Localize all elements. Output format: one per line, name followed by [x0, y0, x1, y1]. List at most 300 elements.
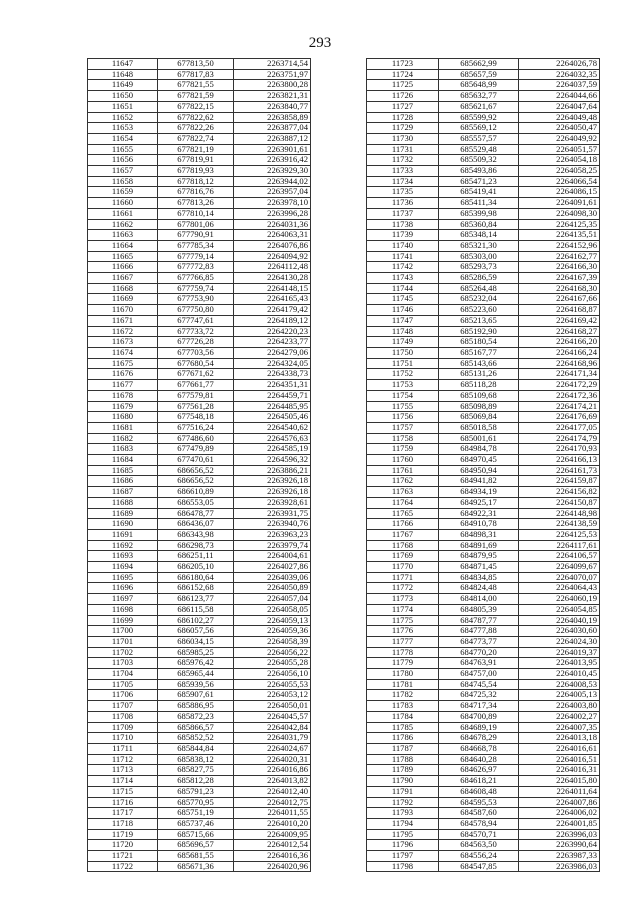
table-row	[367, 519, 600, 530]
y-coordinate-cell: 2264010,45	[519, 669, 600, 680]
table-row	[367, 347, 600, 358]
y-coordinate-cell: 2264485,95	[234, 401, 311, 412]
y-coordinate-cell: 2264168,30	[519, 283, 600, 294]
y-coordinate-cell: 2264076,86	[234, 240, 311, 251]
x-coordinate-cell: 677821,19	[158, 144, 234, 155]
point-number-cell: 11753	[367, 380, 439, 391]
x-coordinate-cell: 684745,54	[439, 679, 519, 690]
point-number-cell: 11722	[88, 861, 158, 872]
y-coordinate-cell: 2264166,20	[519, 337, 600, 348]
point-number-cell: 11751	[367, 358, 439, 369]
point-number-cell: 11663	[88, 230, 158, 241]
y-coordinate-cell: 2264012,54	[234, 840, 311, 851]
y-coordinate-cell: 2263957,04	[234, 187, 311, 198]
point-number-cell: 11762	[367, 476, 439, 487]
page-number: 293	[308, 35, 332, 51]
y-coordinate-cell: 2263901,61	[234, 144, 311, 155]
y-coordinate-cell: 2264148,15	[234, 283, 311, 294]
table-row	[367, 818, 600, 829]
point-number-cell: 11664	[88, 240, 158, 251]
table-row	[367, 369, 600, 380]
point-number-cell: 11723	[367, 59, 439, 70]
y-coordinate-cell: 2264027,86	[234, 562, 311, 573]
y-coordinate-cell: 2264037,59	[519, 80, 600, 91]
table-row	[88, 444, 311, 455]
x-coordinate-cell: 677671,62	[158, 369, 234, 380]
table-row	[88, 166, 311, 177]
point-number-cell: 11782	[367, 690, 439, 701]
table-row	[88, 669, 311, 680]
x-coordinate-cell: 685360,84	[439, 219, 519, 230]
point-number-cell: 11795	[367, 829, 439, 840]
x-coordinate-cell: 684910,78	[439, 519, 519, 530]
y-coordinate-cell: 2264012,40	[234, 786, 311, 797]
x-coordinate-cell: 684922,31	[439, 508, 519, 519]
y-coordinate-cell: 2263877,04	[234, 123, 311, 134]
table-row	[88, 176, 311, 187]
y-coordinate-cell: 2264003,80	[519, 701, 600, 712]
table-row	[88, 219, 311, 230]
point-number-cell: 11734	[367, 176, 439, 187]
point-number-cell: 11714	[88, 776, 158, 787]
table-row	[367, 433, 600, 444]
table-row	[367, 733, 600, 744]
point-number-cell: 11758	[367, 433, 439, 444]
table-row	[367, 144, 600, 155]
table-row	[88, 59, 311, 70]
table-row	[88, 754, 311, 765]
table-row	[367, 337, 600, 348]
point-number-cell: 11730	[367, 133, 439, 144]
table-row	[88, 390, 311, 401]
table-row	[88, 433, 311, 444]
table-row	[88, 305, 311, 316]
table-row	[88, 251, 311, 262]
y-coordinate-cell: 2264125,53	[519, 529, 600, 540]
point-number-cell: 11750	[367, 347, 439, 358]
table-row	[88, 80, 311, 91]
point-number-cell: 11656	[88, 155, 158, 166]
point-number-cell: 11683	[88, 444, 158, 455]
table-row	[88, 604, 311, 615]
point-number-cell: 11655	[88, 144, 158, 155]
y-coordinate-cell: 2264016,86	[234, 765, 311, 776]
y-coordinate-cell: 2264166,13	[519, 455, 600, 466]
x-coordinate-cell: 684563,50	[439, 840, 519, 851]
y-coordinate-cell: 2264064,43	[519, 583, 600, 594]
y-coordinate-cell: 2264169,42	[519, 315, 600, 326]
x-coordinate-cell: 677579,81	[158, 390, 234, 401]
point-number-cell: 11727	[367, 101, 439, 112]
table-row	[367, 455, 600, 466]
table-row	[88, 679, 311, 690]
x-coordinate-cell: 684725,32	[439, 690, 519, 701]
point-number-cell: 11759	[367, 444, 439, 455]
table-row	[367, 615, 600, 626]
point-number-cell: 11745	[367, 294, 439, 305]
point-number-cell: 11681	[88, 422, 158, 433]
y-coordinate-cell: 2264026,78	[519, 59, 600, 70]
table-row	[88, 112, 311, 123]
point-number-cell: 11717	[88, 808, 158, 819]
table-row	[367, 101, 600, 112]
x-coordinate-cell: 684834,85	[439, 572, 519, 583]
table-row	[88, 273, 311, 284]
table-row	[367, 176, 600, 187]
y-coordinate-cell: 2263926,18	[234, 476, 311, 487]
y-coordinate-cell: 2264505,46	[234, 412, 311, 423]
x-coordinate-cell: 677561,28	[158, 401, 234, 412]
table-row	[367, 390, 600, 401]
table-row	[88, 840, 311, 851]
point-number-cell: 11760	[367, 455, 439, 466]
point-number-cell: 11749	[367, 337, 439, 348]
y-coordinate-cell: 2263987,33	[519, 851, 600, 862]
point-number-cell: 11788	[367, 754, 439, 765]
x-coordinate-cell: 685791,23	[158, 786, 234, 797]
x-coordinate-cell: 684970,45	[439, 455, 519, 466]
y-coordinate-cell: 2264055,28	[234, 658, 311, 669]
point-number-cell: 11725	[367, 80, 439, 91]
table-row	[367, 583, 600, 594]
table-row	[367, 861, 600, 872]
point-number-cell: 11754	[367, 390, 439, 401]
x-coordinate-cell: 677750,80	[158, 305, 234, 316]
y-coordinate-cell: 2264066,54	[519, 176, 600, 187]
point-number-cell: 11796	[367, 840, 439, 851]
table-row	[88, 347, 311, 358]
table-row	[367, 219, 600, 230]
y-coordinate-cell: 2263986,03	[519, 861, 600, 872]
table-row	[367, 283, 600, 294]
table-row	[367, 208, 600, 219]
y-coordinate-cell: 2263800,28	[234, 80, 311, 91]
y-coordinate-cell: 2264162,77	[519, 251, 600, 262]
x-coordinate-cell: 684770,20	[439, 647, 519, 658]
table-row	[88, 144, 311, 155]
point-number-cell: 11767	[367, 529, 439, 540]
x-coordinate-cell: 684941,82	[439, 476, 519, 487]
table-row	[367, 722, 600, 733]
table-row	[88, 487, 311, 498]
table-row	[367, 69, 600, 80]
x-coordinate-cell: 684773,77	[439, 636, 519, 647]
table-row	[367, 380, 600, 391]
x-coordinate-cell: 677822,62	[158, 112, 234, 123]
point-number-cell: 11747	[367, 315, 439, 326]
table-row	[367, 754, 600, 765]
point-number-cell: 11688	[88, 497, 158, 508]
point-number-cell: 11790	[367, 776, 439, 787]
table-row	[367, 123, 600, 134]
table-row	[367, 562, 600, 573]
y-coordinate-cell: 2264152,96	[519, 240, 600, 251]
point-number-cell: 11777	[367, 636, 439, 647]
x-coordinate-cell: 686656,52	[158, 476, 234, 487]
y-coordinate-cell: 2263928,61	[234, 497, 311, 508]
table-row	[88, 283, 311, 294]
y-coordinate-cell: 2264007,86	[519, 797, 600, 808]
table-row	[367, 465, 600, 476]
table-row	[88, 594, 311, 605]
table-row	[367, 444, 600, 455]
table-row	[88, 583, 311, 594]
table-row	[88, 808, 311, 819]
y-coordinate-cell: 2264030,60	[519, 626, 600, 637]
point-number-cell: 11733	[367, 166, 439, 177]
x-coordinate-cell: 677813,26	[158, 198, 234, 209]
point-number-cell: 11738	[367, 219, 439, 230]
point-number-cell: 11781	[367, 679, 439, 690]
y-coordinate-cell: 2264060,19	[519, 594, 600, 605]
point-number-cell: 11768	[367, 540, 439, 551]
y-coordinate-cell: 2264338,73	[234, 369, 311, 380]
y-coordinate-cell: 2264007,35	[519, 722, 600, 733]
y-coordinate-cell: 2264024,67	[234, 744, 311, 755]
x-coordinate-cell: 677470,61	[158, 455, 234, 466]
point-number-cell: 11657	[88, 166, 158, 177]
table-row	[367, 840, 600, 851]
y-coordinate-cell: 2264117,61	[519, 540, 600, 551]
table-row	[88, 776, 311, 787]
point-number-cell: 11798	[367, 861, 439, 872]
x-coordinate-cell: 686057,56	[158, 626, 234, 637]
table-row	[367, 273, 600, 284]
y-coordinate-cell: 2264012,75	[234, 797, 311, 808]
y-coordinate-cell: 2264166,30	[519, 262, 600, 273]
table-row	[367, 647, 600, 658]
y-coordinate-cell: 2264091,61	[519, 198, 600, 209]
y-coordinate-cell: 2264106,57	[519, 551, 600, 562]
x-coordinate-cell: 677822,15	[158, 101, 234, 112]
x-coordinate-cell: 684925,17	[439, 497, 519, 508]
point-number-cell: 11660	[88, 198, 158, 209]
x-coordinate-cell: 684556,24	[439, 851, 519, 862]
point-number-cell: 11752	[367, 369, 439, 380]
point-number-cell: 11739	[367, 230, 439, 241]
y-coordinate-cell: 2264279,06	[234, 347, 311, 358]
point-number-cell: 11770	[367, 562, 439, 573]
y-coordinate-cell: 2264016,31	[519, 765, 600, 776]
y-coordinate-cell: 2264086,15	[519, 187, 600, 198]
table-row	[88, 401, 311, 412]
table-row	[88, 476, 311, 487]
x-coordinate-cell: 677733,72	[158, 326, 234, 337]
point-number-cell: 11793	[367, 808, 439, 819]
table-row	[367, 487, 600, 498]
table-row	[88, 465, 311, 476]
y-coordinate-cell: 2263978,10	[234, 198, 311, 209]
y-coordinate-cell: 2263926,18	[234, 487, 311, 498]
x-coordinate-cell: 684891,69	[439, 540, 519, 551]
point-number-cell: 11648	[88, 69, 158, 80]
x-coordinate-cell: 677779,14	[158, 251, 234, 262]
table-row	[88, 262, 311, 273]
table-row	[88, 315, 311, 326]
point-number-cell: 11692	[88, 540, 158, 551]
point-number-cell: 11689	[88, 508, 158, 519]
x-coordinate-cell: 685632,77	[439, 91, 519, 102]
x-coordinate-cell: 684805,39	[439, 604, 519, 615]
point-number-cell: 11769	[367, 551, 439, 562]
table-row	[367, 636, 600, 647]
point-number-cell: 11787	[367, 744, 439, 755]
y-coordinate-cell: 2263886,21	[234, 465, 311, 476]
point-number-cell: 11736	[367, 198, 439, 209]
table-row	[367, 658, 600, 669]
table-row	[88, 797, 311, 808]
table-row	[367, 155, 600, 166]
table-row	[88, 540, 311, 551]
y-coordinate-cell: 2264001,85	[519, 818, 600, 829]
point-number-cell: 11720	[88, 840, 158, 851]
point-number-cell: 11677	[88, 380, 158, 391]
table-row	[88, 765, 311, 776]
point-number-cell: 11776	[367, 626, 439, 637]
x-coordinate-cell: 686436,07	[158, 519, 234, 530]
table-row	[88, 69, 311, 80]
table-row	[88, 101, 311, 112]
table-row	[88, 529, 311, 540]
table-row	[88, 562, 311, 573]
y-coordinate-cell: 2264049,48	[519, 112, 600, 123]
y-coordinate-cell: 2264324,05	[234, 358, 311, 369]
table-row	[367, 679, 600, 690]
table-row	[367, 412, 600, 423]
point-number-cell: 11654	[88, 133, 158, 144]
y-coordinate-cell: 2264189,12	[234, 315, 311, 326]
table-row	[367, 230, 600, 241]
y-coordinate-cell: 2264174,21	[519, 401, 600, 412]
y-coordinate-cell: 2263751,97	[234, 69, 311, 80]
y-coordinate-cell: 2264540,62	[234, 422, 311, 433]
y-coordinate-cell: 2263916,42	[234, 155, 311, 166]
x-coordinate-cell: 677548,18	[158, 412, 234, 423]
x-coordinate-cell: 685681,55	[158, 851, 234, 862]
point-number-cell: 11662	[88, 219, 158, 230]
point-number-cell: 11712	[88, 754, 158, 765]
x-coordinate-cell: 684668,78	[439, 744, 519, 755]
point-number-cell: 11771	[367, 572, 439, 583]
x-coordinate-cell: 685471,23	[439, 176, 519, 187]
y-coordinate-cell: 2264013,82	[234, 776, 311, 787]
x-coordinate-cell: 685939,56	[158, 679, 234, 690]
y-coordinate-cell: 2264168,87	[519, 305, 600, 316]
y-coordinate-cell: 2264047,64	[519, 101, 600, 112]
point-number-cell: 11694	[88, 562, 158, 573]
y-coordinate-cell: 2264070,07	[519, 572, 600, 583]
point-number-cell: 11686	[88, 476, 158, 487]
x-coordinate-cell: 685143,66	[439, 358, 519, 369]
x-coordinate-cell: 677759,74	[158, 283, 234, 294]
point-number-cell: 11773	[367, 594, 439, 605]
x-coordinate-cell: 684787,77	[439, 615, 519, 626]
point-number-cell: 11659	[88, 187, 158, 198]
x-coordinate-cell: 685985,25	[158, 647, 234, 658]
table-row	[367, 669, 600, 680]
point-number-cell: 11748	[367, 326, 439, 337]
x-coordinate-cell: 677790,91	[158, 230, 234, 241]
table-row	[367, 701, 600, 712]
point-number-cell: 11693	[88, 551, 158, 562]
x-coordinate-cell: 685648,99	[439, 80, 519, 91]
y-coordinate-cell: 2264045,57	[234, 711, 311, 722]
table-row	[88, 412, 311, 423]
y-coordinate-cell: 2264031,79	[234, 733, 311, 744]
table-row	[367, 401, 600, 412]
y-coordinate-cell: 2264148,98	[519, 508, 600, 519]
point-number-cell: 11684	[88, 455, 158, 466]
y-coordinate-cell: 2264063,31	[234, 230, 311, 241]
table-row	[367, 198, 600, 209]
y-coordinate-cell: 2264020,96	[234, 861, 311, 872]
y-coordinate-cell: 2264053,12	[234, 690, 311, 701]
x-coordinate-cell: 685293,73	[439, 262, 519, 273]
x-coordinate-cell: 684871,45	[439, 562, 519, 573]
x-coordinate-cell: 685812,28	[158, 776, 234, 787]
x-coordinate-cell: 684626,97	[439, 765, 519, 776]
y-coordinate-cell: 2264058,05	[234, 604, 311, 615]
point-number-cell: 11685	[88, 465, 158, 476]
point-number-cell: 11737	[367, 208, 439, 219]
x-coordinate-cell: 677661,77	[158, 380, 234, 391]
x-coordinate-cell: 686553,05	[158, 497, 234, 508]
point-number-cell: 11695	[88, 572, 158, 583]
x-coordinate-cell: 685232,04	[439, 294, 519, 305]
y-coordinate-cell: 2264167,66	[519, 294, 600, 305]
x-coordinate-cell: 686610,89	[158, 487, 234, 498]
y-coordinate-cell: 2264020,31	[234, 754, 311, 765]
point-number-cell: 11715	[88, 786, 158, 797]
y-coordinate-cell: 2264024,30	[519, 636, 600, 647]
y-coordinate-cell: 2264010,20	[234, 818, 311, 829]
x-coordinate-cell: 684689,19	[439, 722, 519, 733]
y-coordinate-cell: 2263858,89	[234, 112, 311, 123]
point-number-cell: 11731	[367, 144, 439, 155]
point-number-cell: 11718	[88, 818, 158, 829]
table-row	[367, 786, 600, 797]
table-row	[88, 123, 311, 134]
x-coordinate-cell: 685286,59	[439, 273, 519, 284]
point-number-cell: 11774	[367, 604, 439, 615]
point-number-cell: 11651	[88, 101, 158, 112]
y-coordinate-cell: 2264098,30	[519, 208, 600, 219]
table-row	[88, 380, 311, 391]
y-coordinate-cell: 2264596,32	[234, 455, 311, 466]
point-number-cell: 11690	[88, 519, 158, 530]
point-number-cell: 11665	[88, 251, 158, 262]
point-number-cell: 11794	[367, 818, 439, 829]
table-row	[367, 765, 600, 776]
x-coordinate-cell: 677703,56	[158, 347, 234, 358]
x-coordinate-cell: 685838,12	[158, 754, 234, 765]
table-row	[88, 647, 311, 658]
x-coordinate-cell: 677822,26	[158, 123, 234, 134]
point-number-cell: 11746	[367, 305, 439, 316]
x-coordinate-cell: 686115,58	[158, 604, 234, 615]
table-row	[367, 551, 600, 562]
point-number-cell: 11728	[367, 112, 439, 123]
x-coordinate-cell: 685264,48	[439, 283, 519, 294]
table-row	[367, 133, 600, 144]
x-coordinate-cell: 685419,41	[439, 187, 519, 198]
table-row	[367, 187, 600, 198]
x-coordinate-cell: 685118,28	[439, 380, 519, 391]
x-coordinate-cell: 685348,14	[439, 230, 519, 241]
table-row	[367, 744, 600, 755]
point-number-cell: 11764	[367, 497, 439, 508]
table-row	[88, 369, 311, 380]
